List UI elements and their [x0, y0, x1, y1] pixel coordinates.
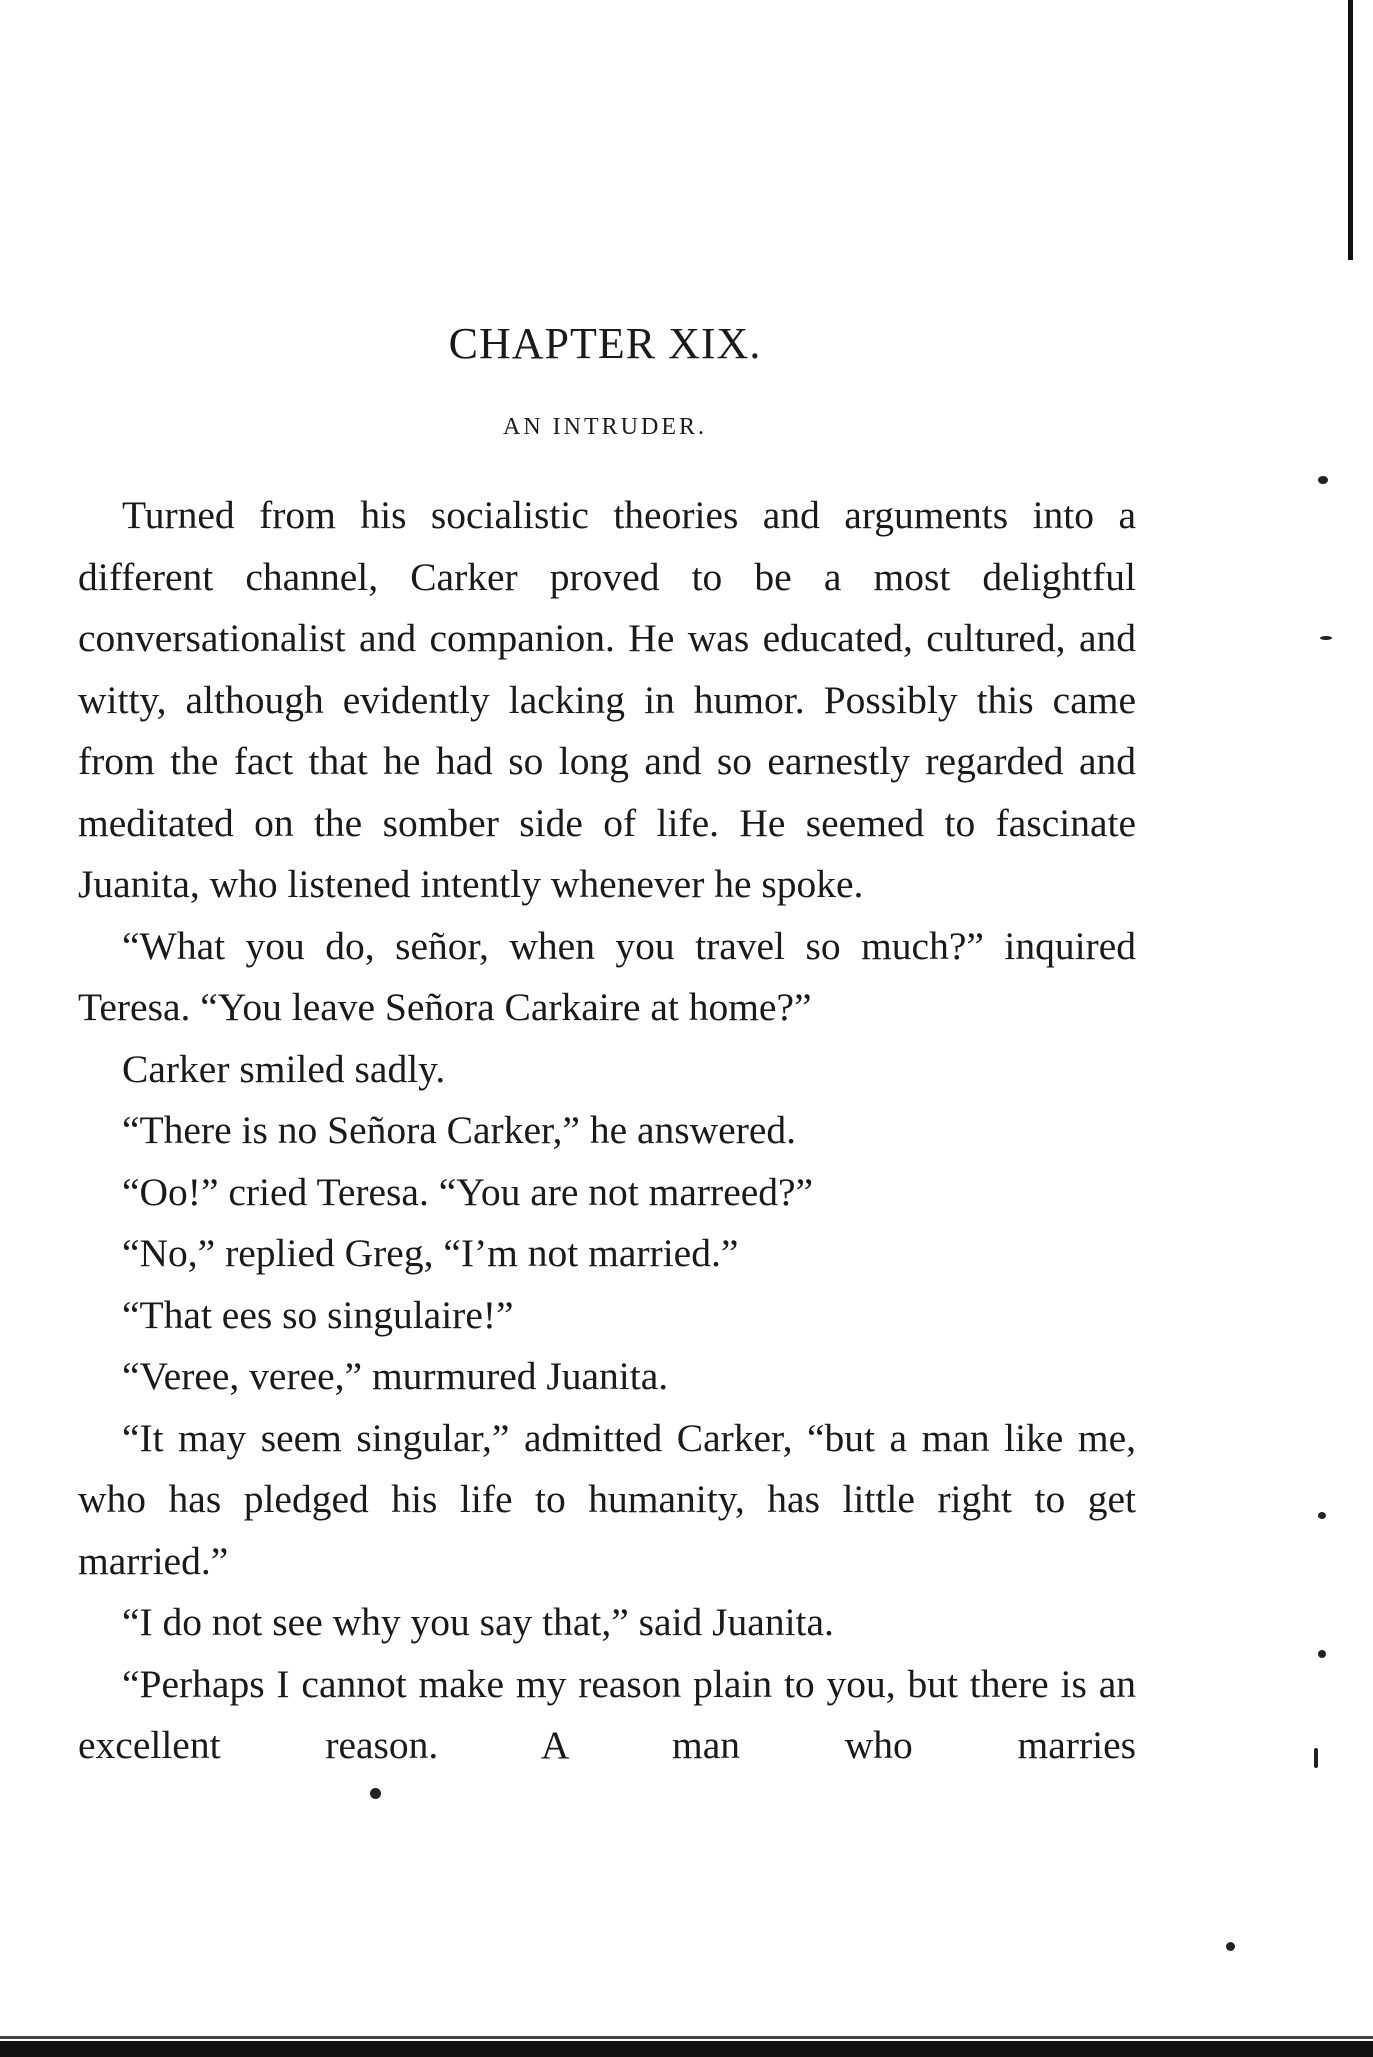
paragraph: “Perhaps I cannot make my reason plain to you, but there is an excellent reason. A man who marries — [78, 1661, 1136, 1767]
scan-speck — [1318, 476, 1328, 484]
scan-bottom-edge — [0, 2036, 1373, 2039]
paragraph: “Veree, veree,” murmured Juanita. — [122, 1354, 669, 1398]
paragraph: “Oo!” cried Teresa. “You are not marreed?” — [122, 1169, 814, 1214]
scan-speck — [1320, 636, 1332, 640]
scan-speck — [370, 1788, 381, 1799]
chapter-subtitle: AN INTRUDER. — [503, 414, 707, 440]
paragraph: Turned from his socialistic theories and arguments into a different channel, Carker proved to be a most delightful conversationalist and companion. He was educated, cultured, and witty, although evidently lacking in humor. Possibly this came from the fact that he had so long and so earnestly regarded and meditated on the somber side of life. He seemed to fascinate Juanita, who listened intently whenever he spoke. — [78, 493, 1136, 906]
paragraph: “No,” replied Greg, “I’m not married.” — [122, 1231, 739, 1275]
scan-edge-mark — [1348, 0, 1350, 40]
scan-speck — [1318, 1650, 1326, 1658]
scan-speck — [1314, 1748, 1318, 1768]
paragraph: “What you do, señor, when you travel so much?” inquired Teresa. “You leave Señora Carkaire at home?” — [78, 923, 1136, 1029]
scan-speck — [1226, 1942, 1235, 1951]
body-text — [78, 485, 1136, 1777]
paragraph: “It may seem singular,” admitted Carker, “but a man like me, who has pledged his life to humanity, has little right to get married.” — [78, 1415, 1136, 1583]
paragraph: “There is no Señora Carker,” he answered. — [122, 1108, 797, 1152]
paragraph: Carker smiled sadly. — [122, 1046, 446, 1091]
paragraph: “That ees so singulaire!” — [122, 1292, 514, 1337]
scan-bottom-edge — [0, 2041, 1373, 2057]
scan-speck — [1318, 1512, 1326, 1519]
paragraph: “I do not see why you say that,” said Juanita. — [122, 1600, 834, 1644]
chapter-title: CHAPTER XIX. — [448, 319, 762, 368]
